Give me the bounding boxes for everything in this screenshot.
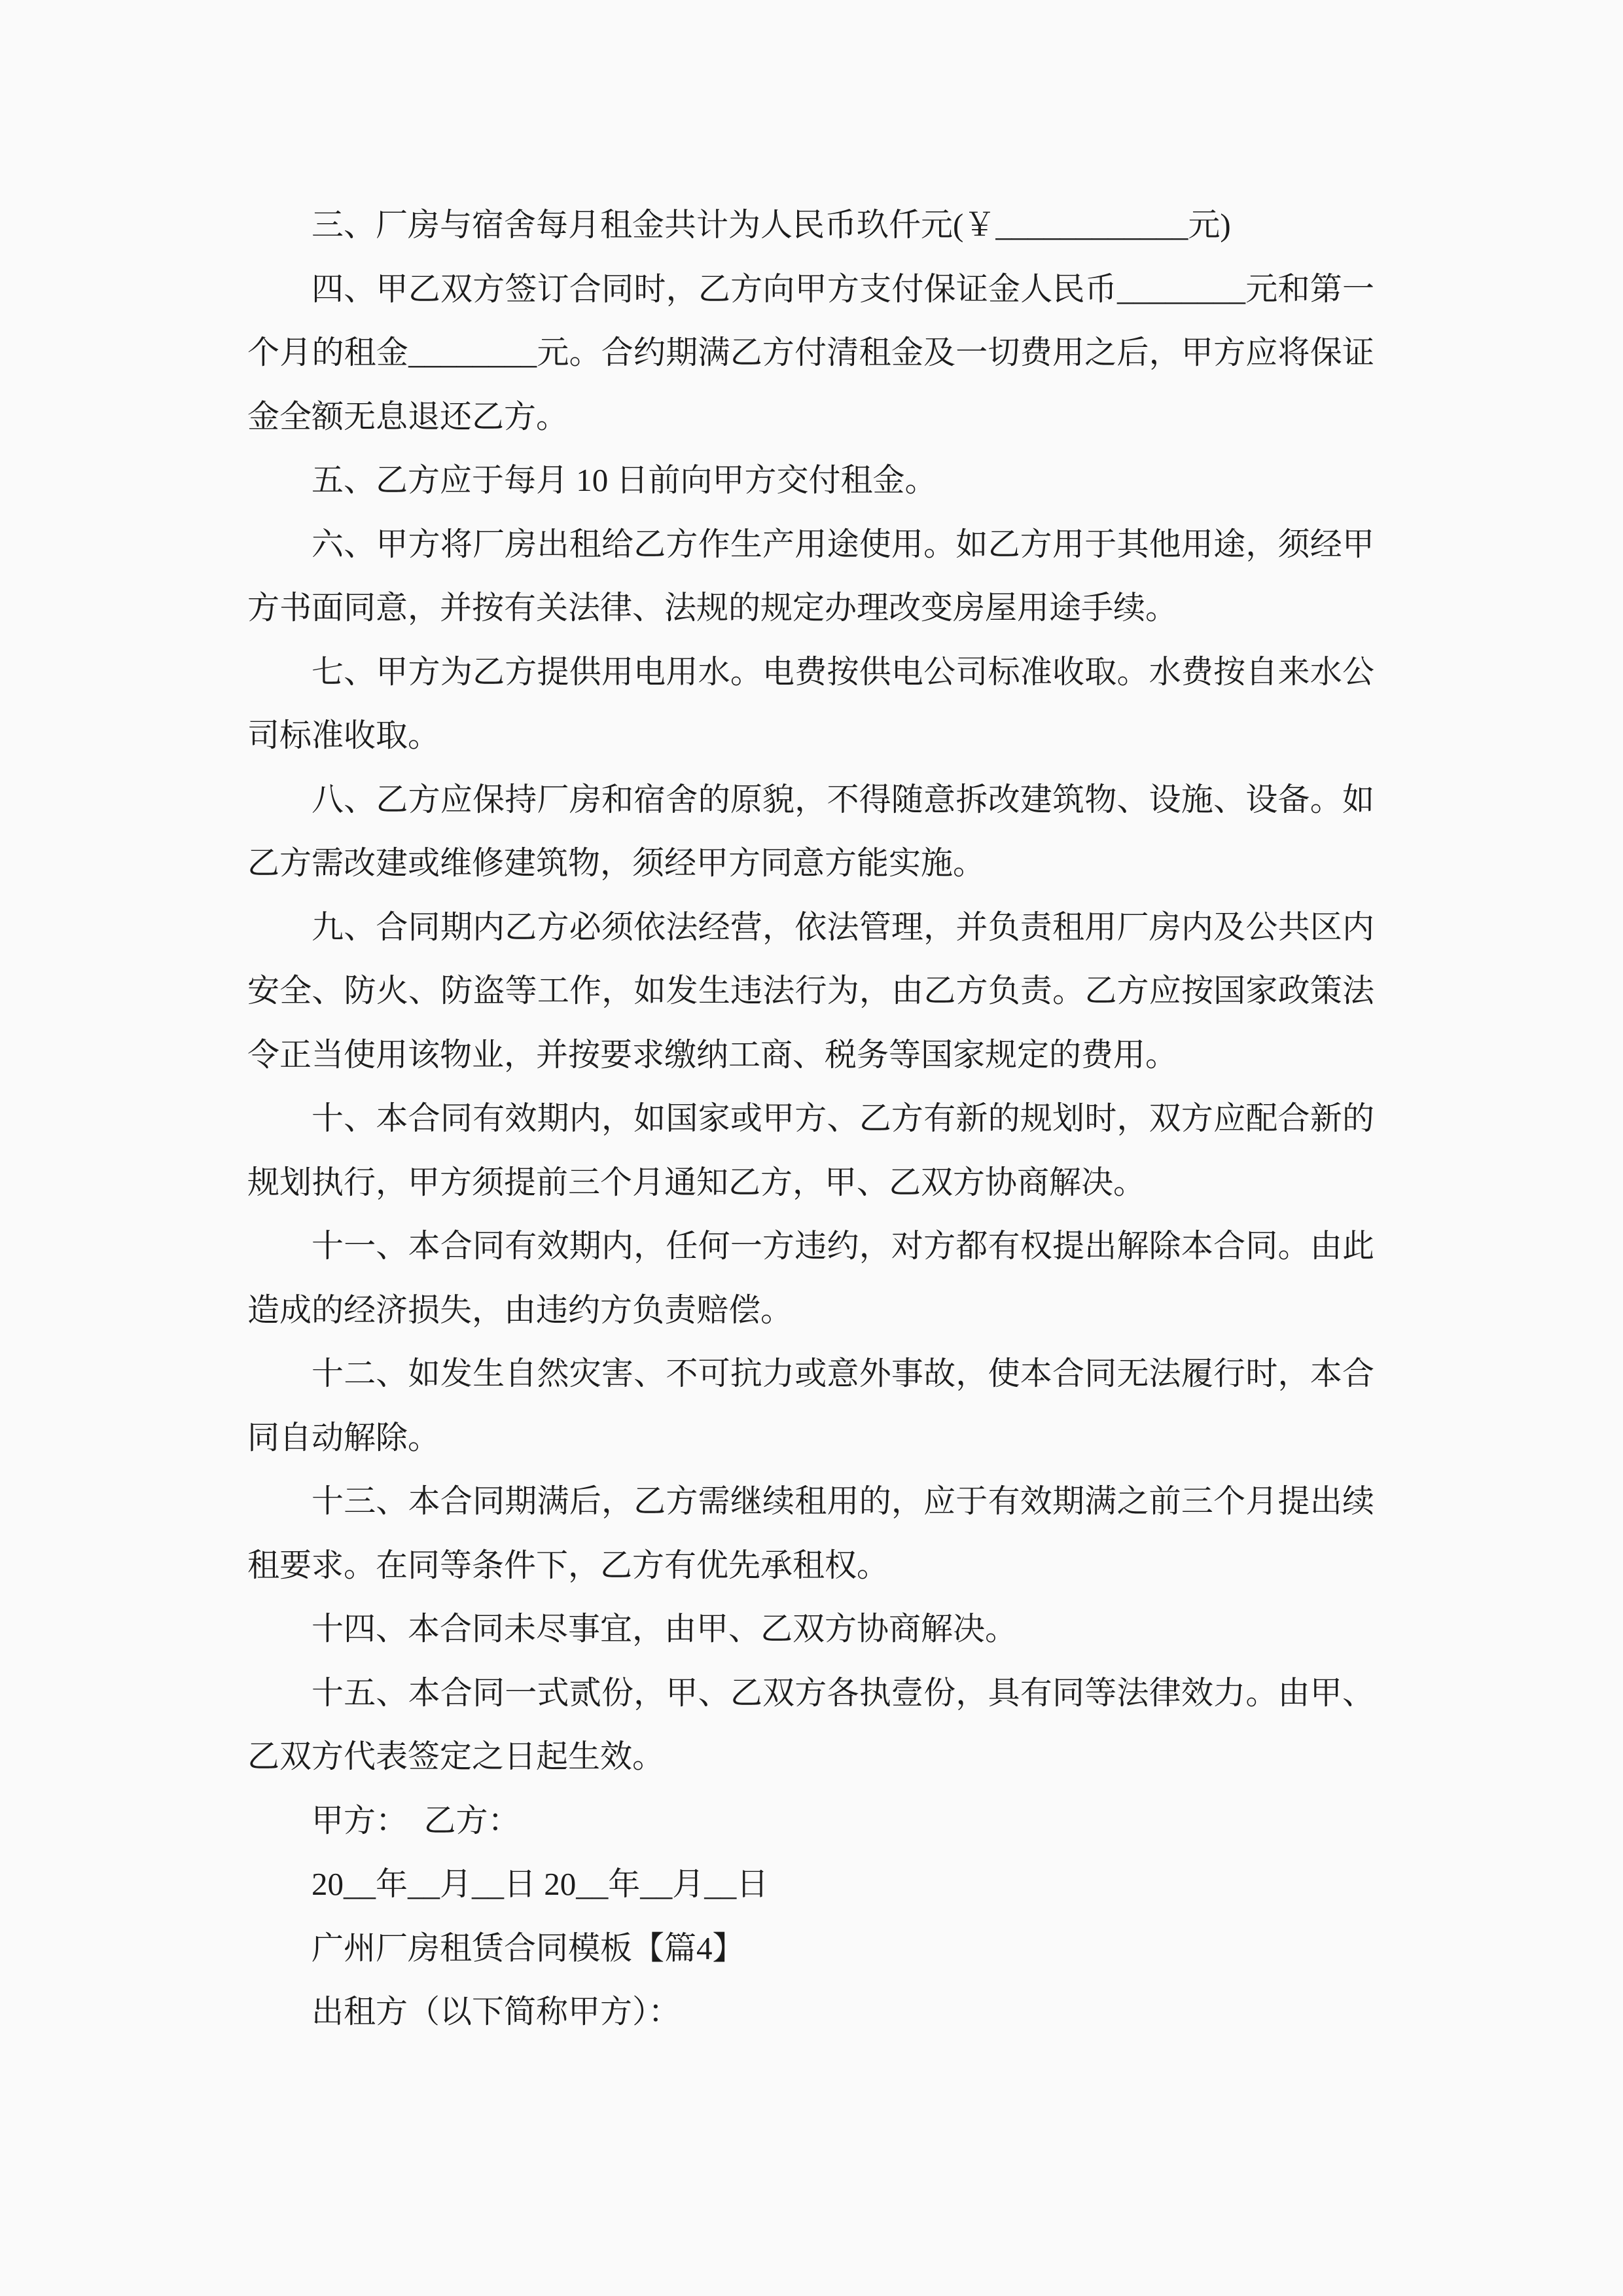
contract-paragraph: 九、合同期内乙方必须依法经营，依法管理，并负责租用厂房内及公共区内安全、防火、防盗等工作，如发生违法行为，由乙方负责。乙方应按国家政策法令正当使用该物业，并按要求缴纳工商、税务等国家规定的费用。 xyxy=(247,908,1374,1073)
contract-text-block xyxy=(247,193,1374,2044)
contract-paragraph: 广州厂房租赁合同模板【篇4】 xyxy=(312,1929,745,1966)
contract-paragraph: 八、乙方应保持厂房和宿舍的原貌，不得随意拆改建筑物、设施、设备。如乙方需改建或维修建筑物，须经甲方同意方能实施。 xyxy=(247,781,1374,881)
contract-paragraph: 十五、本合同一式贰份，甲、乙双方各执壹份，具有同等法律效力。由甲、乙双方代表签定之日起生效。 xyxy=(247,1674,1374,1774)
contract-paragraph: 五、乙方应于每月 10 日前向甲方交付租金。 xyxy=(312,462,937,498)
contract-paragraph: 十四、本合同未尽事宜，由甲、乙双方协商解决。 xyxy=(312,1611,1018,1647)
contract-paragraph: 十三、本合同期满后，乙方需继续租用的，应于有效期满之前三个月提出续租要求。在同等条件下，乙方有优先承租权。 xyxy=(247,1483,1374,1583)
contract-paragraph: 七、甲方为乙方提供用电用水。电费按供电公司标准收取。水费按自来水公司标准收取。 xyxy=(247,653,1374,753)
contract-paragraph: 出租方（以下简称甲方）： xyxy=(312,1994,681,2030)
contract-paragraph: 六、甲方将厂房出租给乙方作生产用途使用。如乙方用于其他用途，须经甲方书面同意，并按有关法律、法规的规定办理改变房屋用途手续。 xyxy=(247,526,1374,626)
contract-paragraph: 十二、如发生自然灾害、不可抗力或意外事故，使本合同无法履行时，本合同自动解除。 xyxy=(247,1355,1374,1456)
contract-paragraph: 四、甲乙双方签订合同时，乙方向甲方支付保证金人民币________元和第一个月的租金________元。合约期满乙方付清租金及一切费用之后，甲方应将保证金全额无息退还乙方。 xyxy=(247,270,1374,435)
contract-paragraph: 三、厂房与宿舍每月租金共计为人民币玖仟元(￥____________元) xyxy=(312,207,1231,243)
contract-paragraph: 十一、本合同有效期内，任何一方违约，对方都有权提出解除本合同。由此造成的经济损失，由违约方负责赔偿。 xyxy=(247,1228,1374,1328)
contract-paragraph: 十、本合同有效期内，如国家或甲方、乙方有新的规划时，双方应配合新的规划执行，甲方须提前三个月通知乙方，甲、乙双方协商解决。 xyxy=(247,1100,1374,1200)
contract-paragraph: 20__年__月__日 20__年__月__日 xyxy=(312,1866,769,1902)
contract-paragraph: 甲方： 乙方： xyxy=(312,1802,520,1839)
